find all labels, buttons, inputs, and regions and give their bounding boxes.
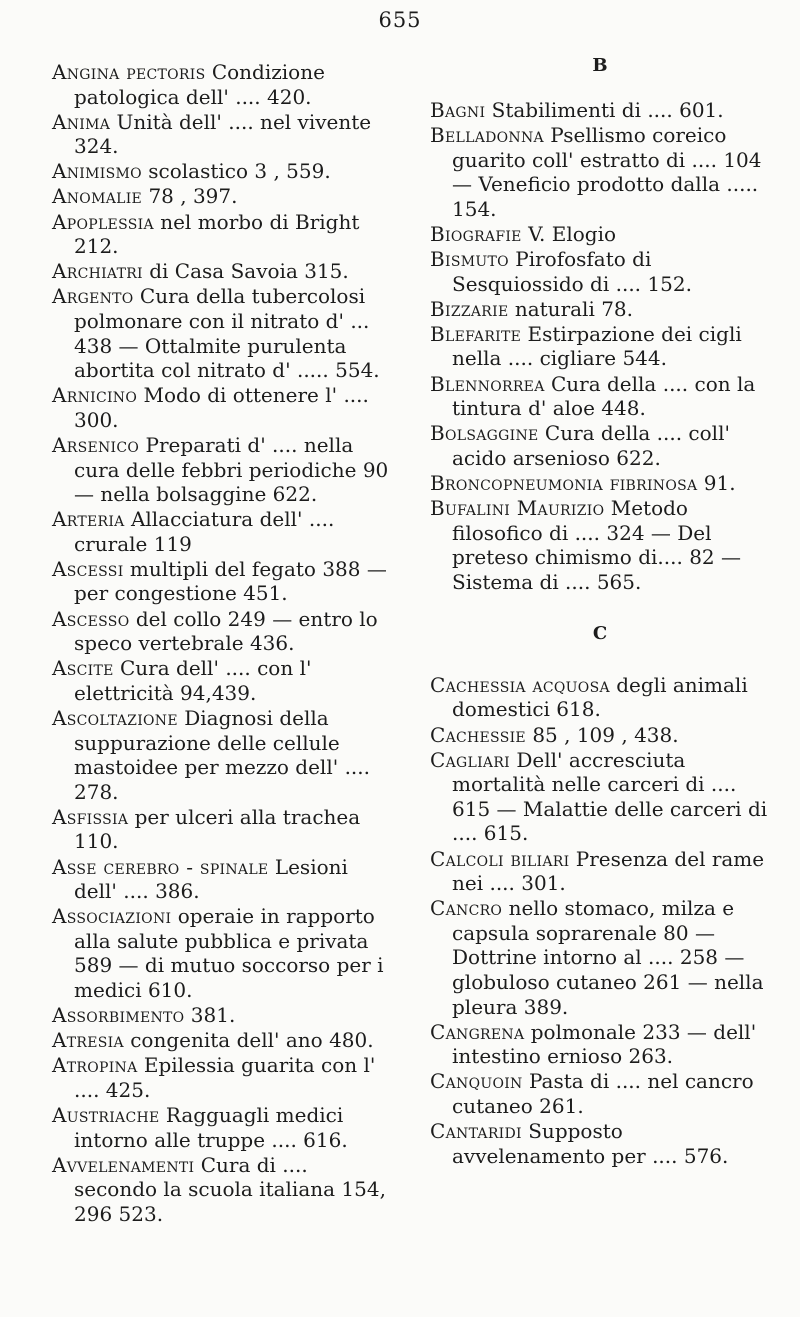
index-entry — [52, 607, 392, 656]
entry-text: Stabilimenti di .... 601. — [491, 98, 724, 122]
entry-text: Lesioni dell' .... 386. — [74, 854, 348, 904]
entry-headword: Canquoin — [430, 1069, 523, 1094]
index-entry — [430, 297, 770, 322]
entry-text: Presenza del rame nei .... 301. — [452, 846, 765, 896]
index-entry — [430, 496, 770, 594]
index-entry — [52, 805, 392, 854]
entry-headword: Belladonna — [430, 123, 544, 148]
entry-text: 381. — [190, 1003, 236, 1028]
entry-text: Allacciatura dell' .... crurale 119 — [74, 507, 335, 556]
entry-headword: Broncopneumonia fibrinosa — [430, 470, 698, 495]
index-entry — [52, 904, 392, 1002]
entry-headword: Anima — [52, 109, 111, 134]
entry-text: naturali 78. — [514, 296, 634, 321]
section-c-entries — [430, 673, 770, 1168]
entry-headword: Atresia — [52, 1028, 124, 1053]
entry-headword: Ascessi — [52, 556, 124, 581]
index-entry — [52, 433, 392, 507]
entry-text: polmonale 233 — dell' intestino ernioso 263. — [452, 1019, 757, 1069]
entry-text: Cura di .... secondo la scuola italiana 154, 296 523. — [74, 1152, 386, 1226]
entry-text: Dell' accresciuta mortalità nelle carceri di .... 615 — Malattie delle carceri di .... 615. — [452, 747, 768, 846]
entry-text: Ragguagli medici intorno alle truppe .... 616. — [74, 1102, 348, 1152]
entry-headword: Cancro — [430, 896, 503, 921]
index-entry — [52, 184, 392, 209]
index-entry — [430, 98, 770, 123]
entry-text: scolastico 3 , 559. — [148, 159, 331, 184]
index-entry — [430, 847, 770, 896]
index-entry — [430, 1020, 770, 1069]
entry-headword: Cantaridi — [430, 1119, 522, 1144]
entry-text: Estirpazione dei cigli nella .... cigliare 544. — [452, 321, 742, 371]
entry-text: nello stomaco, milza e capsula soprarenale 80 — Dottrine intorno al .... 258 — globuloso cutaneo 261 — nella pleura 389. — [452, 896, 764, 1019]
left-column — [52, 60, 392, 1227]
entry-text: V. Elogio — [528, 221, 617, 246]
entry-text: Cura della .... con la tintura d' aloe 448. — [452, 371, 756, 421]
entry-text: 78 , 397. — [148, 184, 238, 209]
index-entry — [52, 656, 392, 705]
index-entry — [430, 748, 770, 846]
entry-text: per ulceri alla trachea 110. — [74, 804, 361, 854]
entry-text: Epilessia guarita con l' .... 425. — [74, 1053, 376, 1102]
index-entry — [52, 1003, 392, 1028]
index-entry — [52, 557, 392, 606]
right-column — [430, 55, 770, 1169]
entry-headword: Cachessia acquosa — [430, 672, 610, 697]
index-entry — [52, 1103, 392, 1152]
entry-text: operaie in rapporto alla salute pubblica e privata 589 — di mutuo soccorso per i medici 610. — [74, 904, 384, 1002]
index-entry — [52, 1028, 392, 1053]
entry-text: Cura dell' .... con l' elettricità 94,439. — [74, 656, 312, 705]
entry-text: degli animali domestici 618. — [452, 672, 748, 722]
index-entry — [430, 372, 770, 421]
index-entry — [52, 284, 392, 382]
index-entry — [52, 383, 392, 432]
entry-text: Modo di ottenere l' .... 300. — [74, 383, 369, 432]
section-b-entries — [430, 98, 770, 594]
entry-text: congenita dell' ano 480. — [130, 1028, 374, 1053]
entry-text: del collo 249 — entro lo speco vertebrale 436. — [74, 606, 378, 656]
entry-text: Pirofosfato di Sesquiossido di .... 152. — [452, 247, 692, 296]
index-entry — [52, 507, 392, 556]
entry-headword: Argento — [52, 284, 134, 309]
index-entry — [52, 60, 392, 109]
index-entry — [52, 1153, 392, 1227]
entry-headword: Bizzarie — [430, 296, 509, 321]
entry-headword: Austriache — [52, 1102, 160, 1127]
index-entry — [52, 1053, 392, 1102]
entry-text: 91. — [703, 470, 736, 495]
entry-text: Condizione patologica dell' .... 420. — [74, 60, 325, 109]
entry-headword: Assorbimento — [52, 1003, 185, 1028]
entry-text: di Casa Savoia 315. — [149, 259, 349, 284]
entry-text: Unità dell' .... nel vivente 324. — [74, 109, 372, 159]
index-entry — [52, 159, 392, 184]
index-entry — [52, 210, 392, 259]
index-entry — [430, 1119, 770, 1168]
entry-headword: Bismuto — [430, 247, 509, 272]
index-entry — [52, 110, 392, 159]
entry-headword: Bagni — [430, 98, 486, 122]
entry-text: Cura della tubercolosi polmonare con il nitrato d' ... 438 — Ottalmite purulenta abortita col nitrato d' ..... 554. — [74, 284, 380, 383]
entry-text: Diagnosi della suppurazione delle cellule mastoidee per mezzo dell' .... 278. — [74, 705, 371, 804]
entry-headword: Arnicino — [52, 383, 138, 408]
entry-headword: Atropina — [52, 1053, 138, 1078]
index-entry — [52, 706, 392, 804]
entry-headword: Cachessie — [430, 722, 526, 747]
index-entry — [52, 259, 392, 284]
entry-headword: Ascoltazione — [52, 705, 178, 730]
entry-text: 85 , 109 , 438. — [532, 722, 679, 747]
entry-headword: Apoplessia — [52, 209, 154, 234]
index-entry — [430, 1069, 770, 1118]
entry-headword: Associazioni — [52, 904, 172, 929]
entry-headword: Archiatri — [52, 259, 143, 284]
entry-text: multipli del fegato 388 — per congestione 451. — [74, 556, 387, 606]
entry-headword: Cagliari — [430, 747, 511, 772]
entry-headword: Arsenico — [52, 432, 140, 457]
index-entry — [430, 123, 770, 221]
entry-text: Cura della .... coll' acido arsenioso 622. — [452, 421, 730, 470]
index-entry — [52, 855, 392, 904]
entry-text: Supposto avvelenamento per .... 576. — [452, 1119, 729, 1168]
entry-headword: Animismo — [52, 159, 142, 184]
entry-text: Preparati d' .... nella cura delle febbri periodiche 90 — nella bolsaggine 622. — [74, 432, 389, 507]
entry-headword: Blennorrea — [430, 371, 545, 396]
entry-headword: Cangrena — [430, 1019, 525, 1044]
index-entry — [430, 471, 770, 496]
entry-headword: Anomalie — [52, 184, 143, 209]
entry-headword: Angina pectoris — [52, 60, 206, 84]
index-entry — [430, 723, 770, 748]
entry-text: Metodo filosofico di .... 324 — Del preteso chimismo di.... 82 — Sistema di .... 565. — [452, 496, 741, 594]
entry-headword: Bolsaggine — [430, 421, 539, 446]
page-number: 655 — [378, 8, 422, 32]
entry-headword: Bufalini Maurizio — [430, 496, 605, 520]
entry-headword: Blefarite — [430, 321, 522, 346]
entry-headword: Asfissia — [52, 804, 129, 829]
index-entry — [430, 421, 770, 470]
entry-text: Psellismo coreico guarito coll' estratto di .... 104 — Veneficio prodotto dalla ..... 154. — [452, 123, 762, 221]
entry-headword: Asse cerebro - spinale — [52, 854, 269, 879]
entry-headword: Calcoli biliari — [430, 846, 570, 871]
entry-text: Pasta di .... nel cancro cutaneo 261. — [452, 1069, 754, 1118]
index-entry — [430, 247, 770, 296]
index-entry — [430, 222, 770, 247]
section-letter-b: B — [592, 55, 608, 76]
entry-text: nel morbo di Bright 212. — [74, 209, 360, 259]
section-letter-c: C — [592, 622, 608, 644]
entry-headword: Avvelenamenti — [52, 1152, 195, 1177]
entry-headword: Ascite — [52, 656, 114, 681]
entry-headword: Arteria — [52, 507, 125, 532]
entry-headword: Ascesso — [52, 606, 130, 631]
index-entry — [430, 673, 770, 722]
entry-headword: Biografie — [430, 221, 522, 246]
index-entry — [430, 322, 770, 371]
index-entry — [430, 896, 770, 1019]
